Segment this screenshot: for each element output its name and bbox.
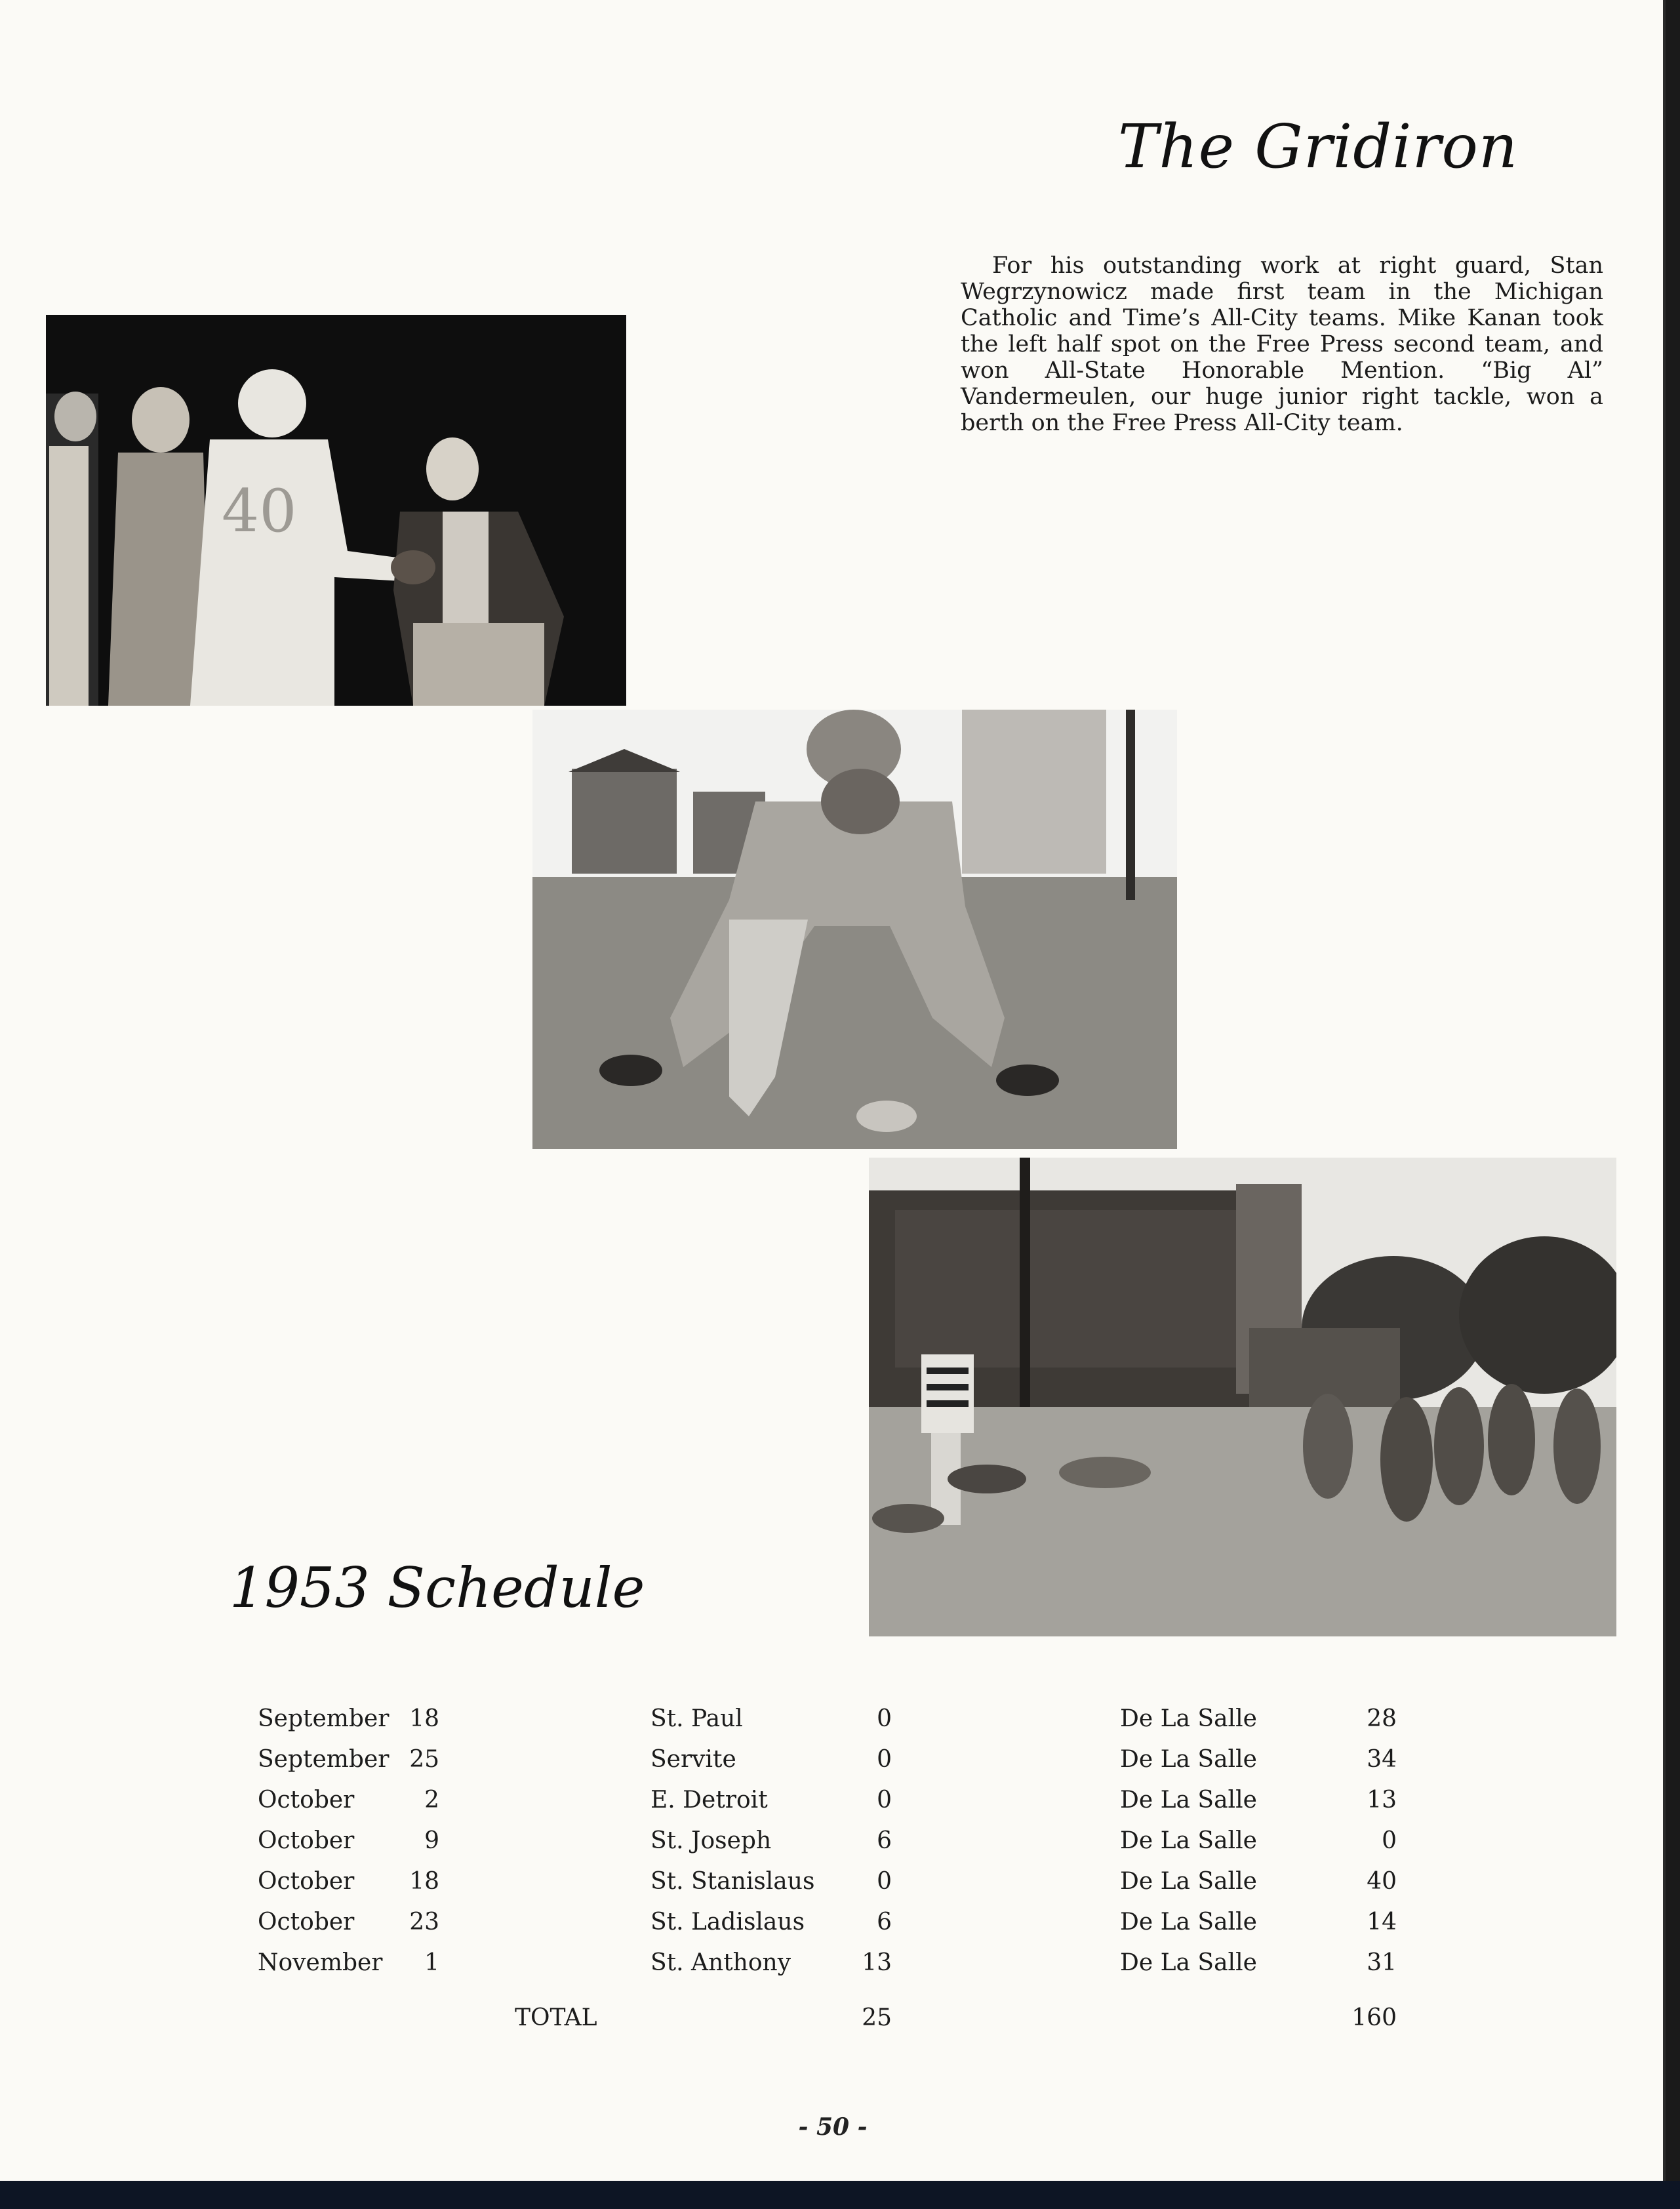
opponent-score: 6 [877,1827,892,1854]
opponent-name: Servite [650,1746,736,1773]
scan-edge [0,2181,1680,2209]
page-title: The Gridiron [1118,111,1519,182]
totals-row [0,2004,1666,2037]
home-team-name: De La Salle [1120,1787,1257,1814]
game-month: October [258,1827,355,1854]
home-score: 34 [1367,1746,1397,1773]
page-number: - 50 - [798,2113,868,2141]
game-day: 9 [424,1827,439,1854]
game-month: September [258,1705,390,1732]
home-team-name: De La Salle [1120,1746,1257,1773]
game-day: 18 [409,1705,439,1732]
home-team-name: De La Salle [1120,1705,1257,1732]
home-score: 0 [1382,1827,1397,1854]
opponent-score: 6 [877,1909,892,1935]
game-month: November [258,1949,383,1976]
home-score: 28 [1367,1705,1397,1732]
home-team-name: De La Salle [1120,1827,1257,1854]
table-row [0,1827,1666,1860]
home-team-name: De La Salle [1120,1909,1257,1935]
opponent-name: St. Ladislaus [650,1909,805,1935]
table-row [0,1705,1666,1738]
home-score: 13 [1367,1787,1397,1814]
game-month: October [258,1909,355,1935]
game-day: 1 [424,1949,439,1976]
schedule-heading: 1953 Schedule [230,1556,645,1620]
opponent-score: 0 [877,1868,892,1895]
opponent-score: 0 [877,1746,892,1773]
home-score: 14 [1367,1909,1397,1935]
photo-night-handoff [46,315,626,706]
game-month: September [258,1746,390,1773]
home-team-name: De La Salle [1120,1949,1257,1976]
opponent-score: 13 [862,1949,892,1976]
table-row [0,1746,1666,1779]
table-row [0,1787,1666,1819]
game-day: 23 [409,1909,439,1935]
game-day: 25 [409,1746,439,1773]
game-month: October [258,1787,355,1814]
opponent-name: E. Detroit [650,1787,768,1814]
table-row [0,1909,1666,1941]
game-day: 18 [409,1868,439,1895]
game-month: October [258,1868,355,1895]
total-home-score: 160 [1351,2004,1397,2031]
table-row [0,1868,1666,1901]
opponent-name: St. Anthony [650,1949,791,1976]
game-day: 2 [424,1787,439,1814]
opponent-name: St. Joseph [650,1827,772,1854]
opponent-name: St. Paul [650,1705,743,1732]
total-opponents-score: 25 [862,2004,892,2031]
table-row [0,1949,1666,1982]
opponent-name: St. Stanislaus [650,1868,815,1895]
svg-text:40: 40 [222,477,297,546]
opponent-score: 0 [877,1705,892,1732]
home-score: 40 [1367,1868,1397,1895]
total-label: TOTAL [515,2004,597,2031]
home-score: 31 [1367,1949,1397,1976]
home-team-name: De La Salle [1120,1868,1257,1895]
gridiron-paragraph: For his outstanding work at right guard, Stan Wegrzynowicz made first team in the Michigan Catholic and Time’s All-City teams. Mike Kanan took the left half spot on the Free Press second team, and won All-State Honorable Mention. “Big Al” Vandermeulen, our huge junior right tackle, won a berth on the Free Press All-City team. [961,253,1603,436]
photo-lineman-stance [532,710,1177,1149]
photo-game-action [869,1158,1616,1636]
opponent-score: 0 [877,1787,892,1814]
